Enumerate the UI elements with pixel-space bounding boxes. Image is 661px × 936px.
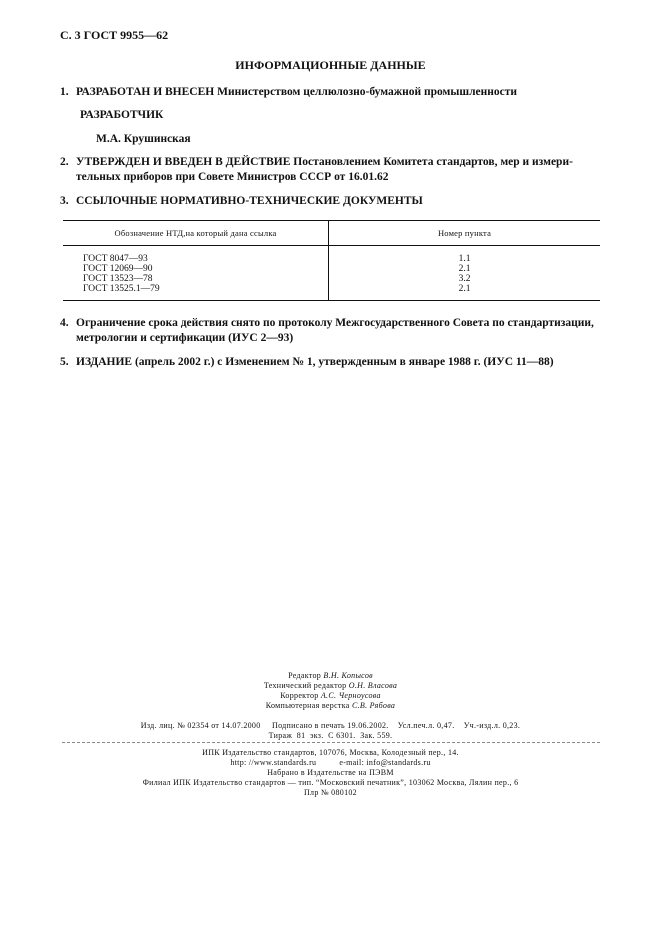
page-header: С. 3 ГОСТ 9955—62 [60,28,169,42]
clause-cell: 1.1 [458,254,471,264]
section-4-number: 4. [60,317,69,329]
column-header-document: Обозначение НТД,на который дана ссылка [63,221,329,246]
print-run-line: Тираж 81 экз. С 6301. Зак. 559. [268,731,393,740]
table-row [63,264,600,274]
section-2 [60,155,620,185]
divider [62,742,600,743]
layout-name: С.В. Рябова [351,701,396,710]
tech-editor-line [0,681,661,691]
section-4 [60,316,620,346]
clause-cell: 3.2 [458,274,471,284]
developer-label: РАЗРАБОТЧИК [80,109,164,121]
table-row [63,274,600,284]
table-row [63,284,600,301]
section-2-number: 2. [60,156,69,168]
developer-name: М.А. Крушинская [96,133,191,145]
clause-cell: 2.1 [329,284,601,301]
publisher-line-5: Плр № 080102 [303,788,357,797]
clause-cell: 2.1 [458,264,471,274]
publisher-line-3: Набрано в Издательстве на ПЭВМ [267,768,394,777]
publisher-line-1: ИПК Издательство стандартов, 107076, Москва, Колодезный пер., 14. [202,748,459,757]
publisher-line-2: http: //www.standards.ru e-mail: info@standards.ru [230,758,431,767]
proofreader-line [0,691,661,701]
publisher-line-4: Филиал ИПК Издательство стандартов — тип. “Московский печатник”, 103062 Москва, Лялин пер., 6 [142,778,519,787]
section-1-text: РАЗРАБОТАН И ВНЕСЕН Министерством целлюлозно-бумажной промышленности [76,86,518,98]
layout-label: Компьютерная верстка [265,701,350,710]
section-2-line2: тельных приборов при Совете Министров СССР от 16.01.62 [76,171,389,183]
references-table [63,220,600,301]
proofreader-label: Корректор [280,691,319,700]
editor-line [0,671,661,681]
table-row [63,246,600,265]
section-1 [60,85,517,100]
section-4-line1: Ограничение срока действия снято по протоколу Межгосударственного Совета по стандартизации, [76,317,594,329]
column-header-clause: Номер пункта [329,221,601,246]
editor-label: Редактор [288,671,322,680]
section-2-line1: УТВЕРЖДЕН И ВВЕДЕН В ДЕЙСТВИЕ Постановлением Комитета стандартов, мер и измери- [76,156,573,168]
tech-editor-label: Технический редактор [263,681,347,690]
license-line: Изд. лиц. № 02354 от 14.07.2000 Подписано в печать 19.06.2002. Усл.печ.л. 0,47. Уч.-изд.л. 0,23. [140,721,521,730]
editor-name: В.Н. Копысов [323,671,373,680]
section-5-number: 5. [60,356,69,368]
layout-line [0,701,661,711]
table-header-row [63,221,600,246]
section-5 [60,355,554,370]
tech-editor-name: О.Н. Власова [348,681,398,690]
document-cell: ГОСТ 13525.1—79 [63,284,329,301]
section-3 [60,194,423,209]
document-cell: ГОСТ 12069—90 [63,264,329,274]
section-3-number: 3. [60,195,69,207]
section-1-number: 1. [60,86,69,98]
section-5-text: ИЗДАНИЕ (апрель 2002 г.) с Изменением № 1, утвержденным в январе 1988 г. (ИУС 11—88) [76,356,554,368]
section-4-line2: метрологии и сертификации (ИУС 2—93) [76,332,294,344]
document-cell: ГОСТ 13523—78 [63,274,329,284]
document-title: ИНФОРМАЦИОННЫЕ ДАННЫЕ [235,58,426,72]
document-cell: ГОСТ 8047—93 [63,246,329,265]
proofreader-name: А.С. Черноусова [320,691,381,700]
section-3-text: ССЫЛОЧНЫЕ НОРМАТИВНО-ТЕХНИЧЕСКИЕ ДОКУМЕНТЫ [76,195,423,207]
